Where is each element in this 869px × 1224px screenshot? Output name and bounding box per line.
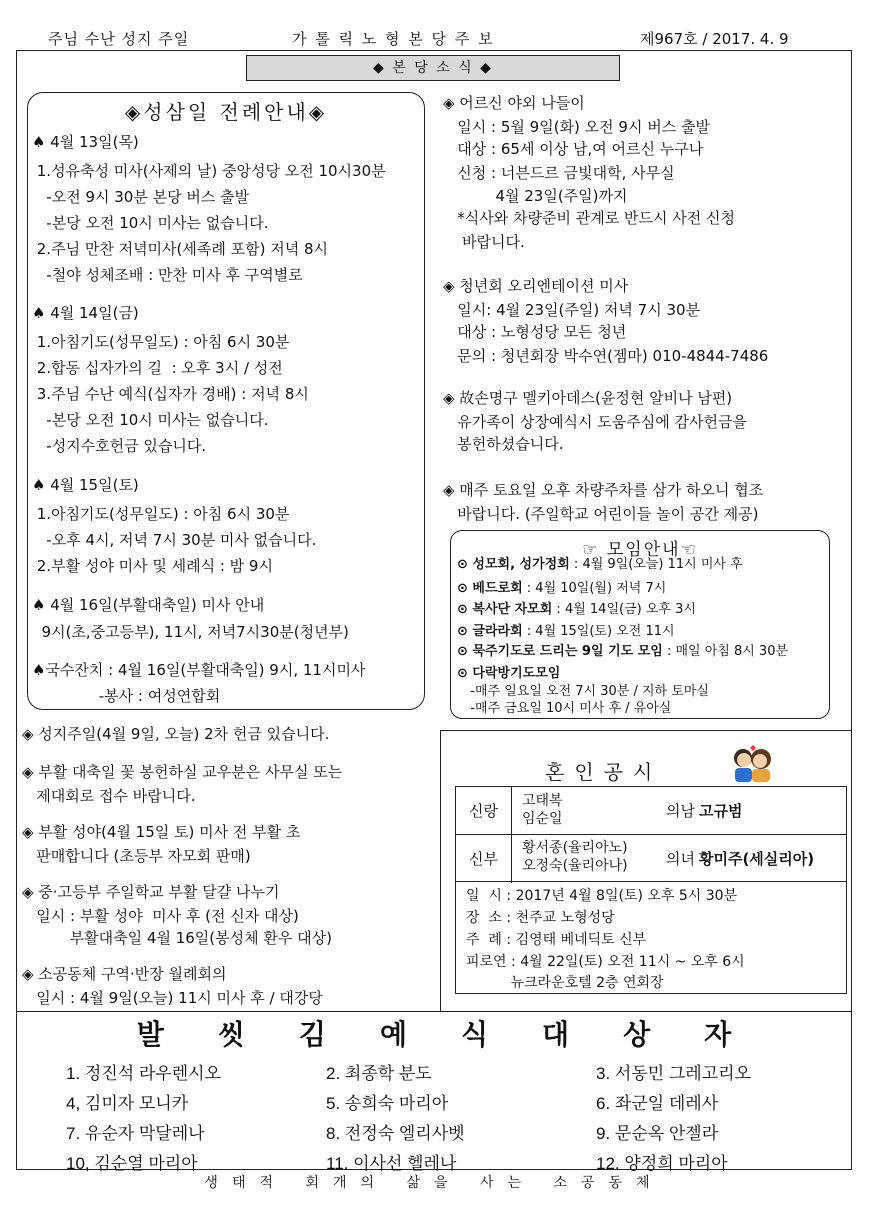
notice-line: 일시 : 5월 9일(화) 오전 9시 버스 출발 xyxy=(443,118,710,136)
notice-line: 제대회로 접수 바랍니다. xyxy=(22,787,196,805)
triduum-line: -철야 성체조배 : 만찬 미사 후 구역별로 xyxy=(32,266,303,284)
triduum-line: ♠ 4월 13일(목) xyxy=(32,133,139,151)
meeting-item xyxy=(457,556,743,574)
notice-line: ◈ 매주 토요일 오후 차량주차를 삼가 하오니 협조 xyxy=(443,481,764,499)
meeting-subline: -매주 일요일 오전 7시 30분 / 지하 토마실 xyxy=(462,684,709,699)
triduum-line: 1.아침기도(성무일도) : 아침 6시 30분 xyxy=(32,333,290,351)
section-title: ◆ 본 당 소 식 ◆ xyxy=(246,55,620,81)
meeting-detail: : 4월 15일(토) 오전 11시 xyxy=(522,624,675,639)
header-title-left: 주님 수난 성지 주일 xyxy=(48,30,190,48)
triduum-line: -오전 9시 30분 본당 버스 출발 xyxy=(32,188,250,206)
notice-line: 문의 : 청년회장 박수연(젬마) 010-4844-7486 xyxy=(443,347,769,365)
groom-father: 고태복 xyxy=(522,793,563,809)
groom-name: 고규범 xyxy=(698,802,743,820)
triduum-line: 1.아침기도(성무일도) : 아침 6시 30분 xyxy=(32,505,290,523)
bride-father: 황서종(율리아노) xyxy=(522,840,628,856)
notice-line: 일시 : 부활 성야 미사 후 (전 신자 대상) xyxy=(22,907,299,925)
wedding-divider-left xyxy=(440,730,441,1011)
footwash-person: 6. 좌군일 데레사 xyxy=(596,1094,719,1113)
notice-line: ◈ 소공동체 구역·반장 월례회의 xyxy=(22,965,227,983)
notice-line: ◈ 부활 성야(4월 15일 토) 미사 전 부활 초 xyxy=(22,823,301,841)
notice-line: ◈ 어르신 야외 나들이 xyxy=(443,94,585,112)
meeting-item xyxy=(457,623,675,641)
groom-relation-label: 의남 xyxy=(666,802,695,820)
triduum-line: 9시(초,중고등부), 11시, 저녁7시30분(청년부) xyxy=(32,623,349,641)
triduum-line: -본당 오전 10시 미사는 없습니다. xyxy=(32,214,269,232)
meeting-item xyxy=(457,601,696,619)
bride-row xyxy=(456,835,846,883)
footwash-person: 11. 이사선 헬레나 xyxy=(326,1154,457,1173)
meeting-detail: : 4월 14일(금) 오후 3시 xyxy=(552,602,696,617)
meeting-name: ⊙ 베드로회 xyxy=(457,581,523,596)
footwash-person: 9. 문순옥 안젤라 xyxy=(596,1124,719,1143)
notice-line: 바랍니다. xyxy=(443,233,525,251)
notice-line: 신청 : 너븐드르 금빛대학, 사무실 xyxy=(443,164,675,182)
meeting-item xyxy=(457,643,788,661)
meeting-detail: : 4월 10일(월) 저녁 7시 xyxy=(522,581,667,596)
bride-label: 신부 xyxy=(456,835,512,883)
meeting-item xyxy=(457,665,560,683)
notice-line: *식사와 차량준비 관계로 반드시 사전 신청 xyxy=(443,209,735,227)
triduum-line: 2.주님 만찬 저녁미사(세족례 포함) 저녁 8시 xyxy=(32,240,329,258)
footwash-person: 10, 김순열 마리아 xyxy=(66,1154,198,1173)
header-title-center: 가 톨 릭 노 형 본 당 주 보 xyxy=(292,30,495,48)
notice-line: 판매합니다 (초등부 자모회 판매) xyxy=(22,847,251,865)
bride-relation-label: 의녀 xyxy=(666,850,695,868)
triduum-line: 2.합동 십자가의 길 : 오후 3시 / 성전 xyxy=(32,359,283,377)
triduum-line: -봉사 : 여성연합회 xyxy=(32,687,221,705)
wedding-info-line: 일 시 : 2017년 4월 8일(토) 오후 5시 30분 xyxy=(466,888,738,904)
notice-line: 대상 : 65세 이상 남,여 어르신 누구나 xyxy=(443,140,704,158)
footwash-person: 2. 최종학 분도 xyxy=(326,1064,432,1083)
footwash-person: 5. 송희숙 마리아 xyxy=(326,1094,449,1113)
wedding-info-line: 주 례 : 김영태 베네딕토 신부 xyxy=(466,932,647,948)
meeting-detail: : 4월 9일(오늘) 11시 미사 후 xyxy=(569,557,743,572)
triduum-line: 2.부활 성야 미사 및 세례식 : 밤 9시 xyxy=(32,557,273,575)
notice-line: 바랍니다. (주일학교 어린이들 놀이 공간 제공) xyxy=(443,505,759,523)
groom-relation xyxy=(666,787,742,835)
notice-line: ◈ 성지주일(4월 9일, 오늘) 2차 헌금 있습니다. xyxy=(22,725,330,743)
meeting-name: ⊙ 글라라회 xyxy=(457,624,523,639)
wedding-title: 혼인공시 xyxy=(545,760,663,784)
footwash-person: 3. 서동민 그레고리오 xyxy=(596,1064,751,1083)
notice-line: 일시 : 4월 9일(오늘) 11시 미사 후 / 대강당 xyxy=(22,989,323,1007)
triduum-line: -본당 오전 10시 미사는 없습니다. xyxy=(32,411,269,429)
meeting-detail: : 매일 아침 8시 30분 xyxy=(662,644,789,659)
wedding-info-line: 장 소 : 천주교 노형성당 xyxy=(466,910,615,926)
triduum-line: -오후 4시, 저녁 7시 30분 미사 없습니다. xyxy=(32,531,317,549)
notice-line: 부활대축일 4월 16일(봉성체 환우 대상) xyxy=(22,929,332,947)
footwash-person: 4, 김미자 모니카 xyxy=(66,1094,189,1113)
footwash-person: 12. 양정희 마리아 xyxy=(596,1154,728,1173)
notice-line: 대상 : 노형성당 모든 청년 xyxy=(443,323,627,341)
notice-line: ◈ 청년회 오리엔테이션 미사 xyxy=(443,277,629,295)
triduum-line: 3.주님 수난 예식(십자가 경배) : 저녁 8시 xyxy=(32,385,309,403)
meeting-name: ⊙ 다락방기도모임 xyxy=(457,666,561,681)
triduum-line: 1.성유축성 미사(사제의 날) 중앙성당 오전 10시30분 xyxy=(32,162,386,180)
bride-name: 황미주(세실리아) xyxy=(698,850,815,868)
notice-line: 유가족이 상장예식시 도움주심에 감사헌금을 xyxy=(443,413,747,431)
groom-label: 신랑 xyxy=(456,787,512,835)
meeting-subline: -매주 금요일 10시 미사 후 / 유아실 xyxy=(462,701,672,716)
meeting-name: ⊙ 성모회, 성가정회 xyxy=(457,557,570,572)
footwash-person: 7. 유순자 막달레나 xyxy=(66,1124,205,1143)
triduum-line: ♠ 4월 15일(토) xyxy=(32,476,139,494)
couple-icon xyxy=(728,744,776,784)
meeting-name: ⊙ 복사단 자모회 xyxy=(457,602,553,617)
footwash-title: 발씻김예식대상자 xyxy=(136,1018,786,1051)
notice-line: ◈ 故손명구 멜키아데스(윤정현 알비나 남편) xyxy=(443,389,733,407)
notice-line: 4월 23일(주일)까지 xyxy=(443,187,628,205)
wedding-divider-top xyxy=(440,730,852,731)
footwash-person: 1. 정진석 라우렌시오 xyxy=(66,1064,221,1083)
triduum-title: ◈성삼일 전례안내◈ xyxy=(124,100,328,124)
groom-row xyxy=(456,787,846,835)
wedding-info-line: 피로연 : 4월 22일(토) 오전 11시 ~ 오후 6시 xyxy=(466,954,745,970)
header-issue: 제967호 / 2017. 4. 9 xyxy=(640,30,789,48)
meetings-title: ☞ 모임안내☜ xyxy=(582,540,698,560)
notice-line: 일시: 4월 23일(주일) 저녁 7시 30분 xyxy=(443,301,701,319)
bride-relation xyxy=(666,835,814,883)
notice-line: ◈ 부활 대축일 꽃 봉헌하실 교우분은 사무실 또는 xyxy=(22,763,343,781)
notice-line: 봉헌하셨습니다. xyxy=(443,435,564,453)
meeting-name: ⊙ 묵주기도로 드리는 9일 기도 모임 xyxy=(457,644,663,659)
meeting-item xyxy=(457,580,666,598)
footer-slogan: 생태적 회개의 삶을 사는 소공동체 xyxy=(204,1175,664,1191)
footwash-divider xyxy=(16,1011,852,1012)
triduum-line: ♠ 4월 16일(부활대축일) 미사 안내 xyxy=(32,596,265,614)
notice-line: ◈ 중·고등부 주일학교 부활 달걀 나누기 xyxy=(22,883,280,901)
groom-mother: 임순일 xyxy=(522,811,563,827)
triduum-line: ♠ 4월 14일(금) xyxy=(32,304,139,322)
triduum-line: ♠국수잔치 : 4월 16일(부활대축일) 9시, 11시미사 xyxy=(32,661,366,679)
triduum-line: -성지수호헌금 있습니다. xyxy=(32,437,207,455)
wedding-info-line: 뉴크라운호텔 2층 연회장 xyxy=(466,975,664,991)
wedding-table xyxy=(455,786,847,882)
footwash-person: 8. 전정숙 엘리사벳 xyxy=(326,1124,465,1143)
bride-mother: 오정숙(율리아나) xyxy=(522,858,628,874)
